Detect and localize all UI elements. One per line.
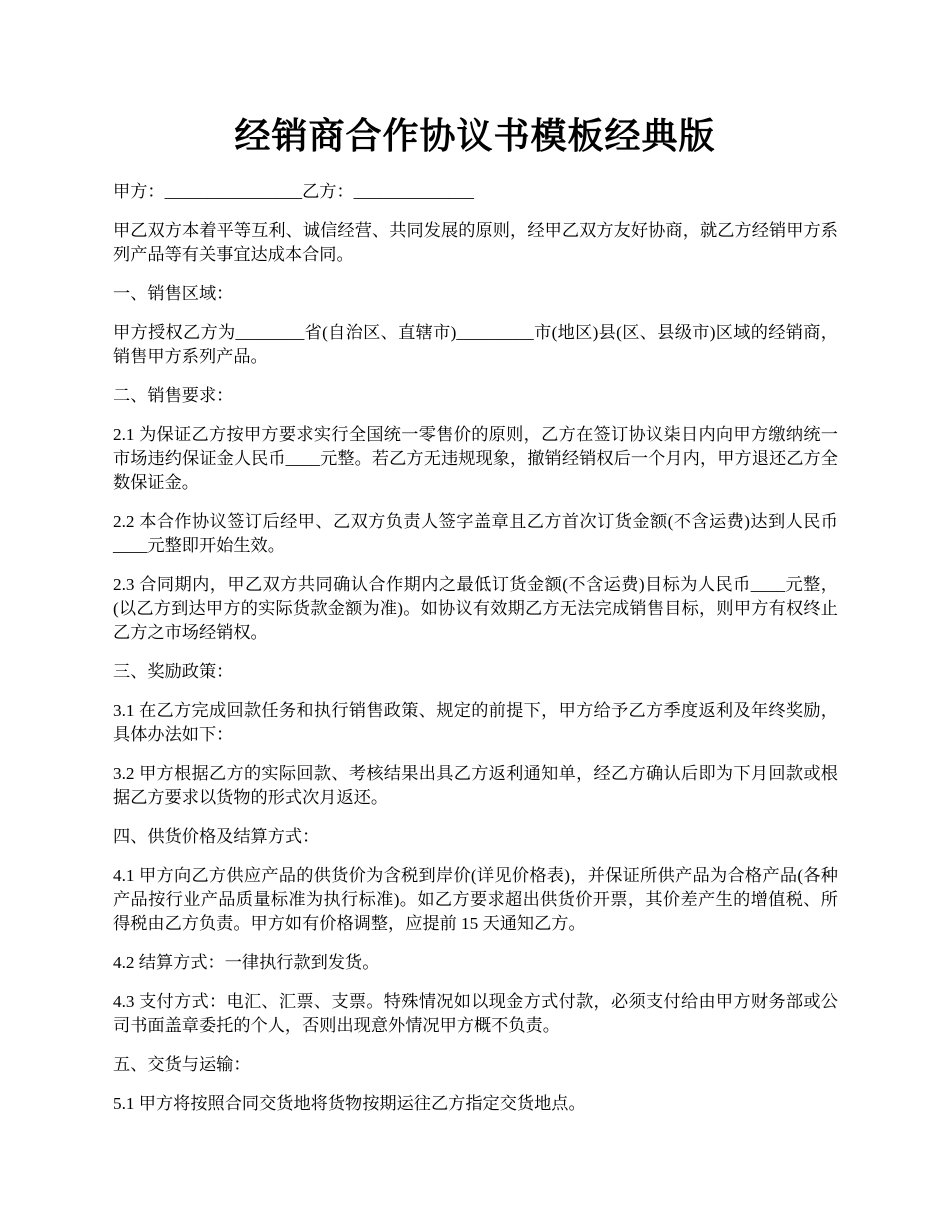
party-line: 甲方：________________乙方：______________ xyxy=(113,182,474,201)
clause-paragraph: 4.2 结算方式：一律执行款到发货。 xyxy=(113,953,380,972)
clause-paragraph: 5.1 甲方将按照合同交货地将货物按期运往乙方指定交货地点。 xyxy=(113,1094,586,1113)
clause-paragraph: 2.2 本合作协议签订后经甲、乙双方负责人签字盖章且乙方首次订货金额(不含运费)达到人民币____元整即开始生效。 xyxy=(113,512,838,555)
clause-paragraph: 4.1 甲方向乙方供应产品的供货价为含税到岸价(详见价格表)，并保证所供产品为合格产品(各种产品按行业产品质量标准为执行标准)。如乙方要求超出供货价开票，其价差产生的增值税、所得税由乙方负责。甲方如有价格调整，应提前 15 天通知乙方。 xyxy=(113,866,838,933)
section-heading: 四、供货价格及结算方式： xyxy=(113,827,320,846)
section-heading: 三、奖励政策： xyxy=(113,662,234,681)
preamble-paragraph: 甲乙双方本着平等互利、诚信经营、共同发展的原则，经甲乙双方友好协商，就乙方经销甲方系列产品等有关事宜达成本合同。 xyxy=(113,221,838,264)
clause-paragraph: 3.2 甲方根据乙方的实际回款、考核结果出具乙方返利通知单，经乙方确认后即为下月回款或根据乙方要求以货物的形式次月返还。 xyxy=(113,764,838,807)
document-body xyxy=(113,180,838,1131)
section-heading: 一、销售区域： xyxy=(113,284,234,303)
clause-paragraph: 2.1 为保证乙方按甲方要求实行全国统一零售价的原则，乙方在签订协议柒日内向甲方缴纳统一市场违约保证金人民币____元整。若乙方无违规现象，撤销经销权后一个月内，甲方退还乙方全数保证金。 xyxy=(113,425,838,492)
clause-paragraph: 3.1 在乙方完成回款任务和执行销售政策、规定的前提下，甲方给予乙方季度返利及年终奖励，具体办法如下： xyxy=(113,701,838,744)
document-title: 经销商合作协议书模板经典版 xyxy=(234,116,716,156)
clause-paragraph: 2.3 合同期内，甲乙双方共同确认合作期内之最低订货金额(不含运费)目标为人民币____元整，(以乙方到达甲方的实际货款金额为准)。如协议有效期乙方无法完成销售目标，则甲方有权终止乙方之市场经销权。 xyxy=(113,575,838,642)
section-heading: 五、交货与运输： xyxy=(113,1055,251,1074)
paragraph: 甲方授权乙方为________省(自治区、直辖市)_________市(地区)县(区、县级市)区域的经销商，销售甲方系列产品。 xyxy=(113,323,838,366)
clause-paragraph: 4.3 支付方式：电汇、汇票、支票。特殊情况如以现金方式付款，必须支付给由甲方财务部或公司书面盖章委托的个人，否则出现意外情况甲方概不负责。 xyxy=(113,992,838,1035)
section-heading: 二、销售要求： xyxy=(113,386,234,405)
